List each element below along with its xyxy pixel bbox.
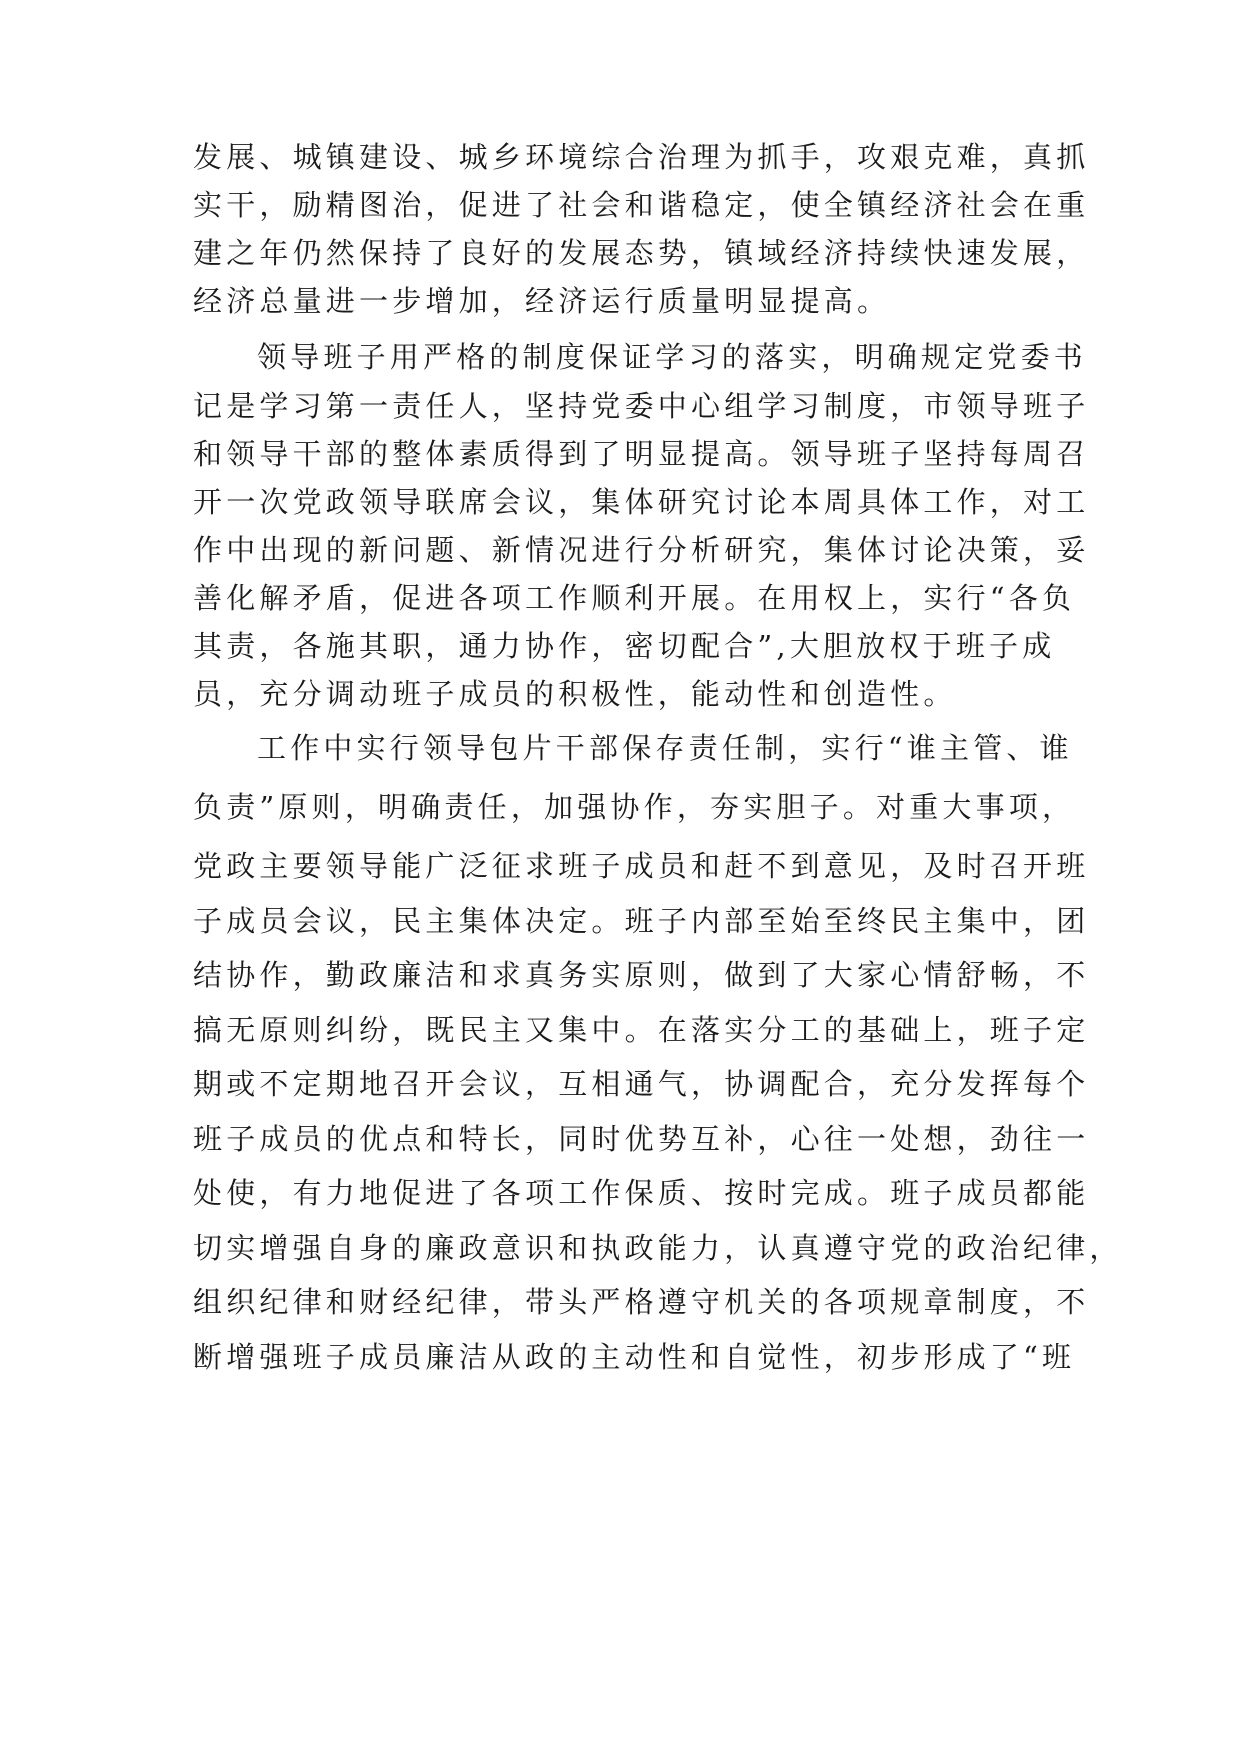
paragraph-1-line-4: 经济总量进一步增加，经济运行质量明显提高。 [193,284,891,318]
paragraph-3-line-12: 断增强班子成员廉洁从政的主动性和自觉性，初步形成了“班 [193,1340,1076,1374]
paragraph-3-line-2: 负责”原则，明确责任，加强协作，夯实胆子。对重大事项， [193,790,1076,824]
paragraph-3-line-11: 组织纪律和财经纪律，带头严格遵守机关的各项规章制度，不 [193,1285,1090,1319]
paragraph-3-line-7: 期或不定期地召开会议，互相通气，协调配合，充分发挥每个 [193,1067,1090,1101]
paragraph-2-line-2: 记是学习第一责任人，坚持党委中心组学习制度，市领导班子 [193,389,1090,423]
paragraph-3-line-6: 搞无原则纠纷，既民主又集中。在落实分工的基础上，班子定 [193,1013,1090,1047]
paragraph-3-line-8: 班子成员的优点和特长，同时优势互补，心往一处想，劲往一 [193,1122,1090,1156]
paragraph-1-line-1: 发展、城镇建设、城乡环境综合治理为抓手，攻艰克难，真抓 [193,140,1090,174]
paragraph-3-line-5: 结协作，勤政廉洁和求真务实原则，做到了大家心情舒畅，不 [193,958,1090,992]
paragraph-2-line-6: 善化解矛盾，促进各项工作顺利开展。在用权上，实行“各负 [193,581,1076,615]
paragraph-2-line-3: 和领导干部的整体素质得到了明显提高。领导班子坚持每周召 [193,437,1090,471]
paragraph-2-line-4: 开一次党政领导联席会议，集体研究讨论本周具体工作，对工 [193,485,1090,519]
paragraph-3-line-10: 切实增强自身的廉政意识和执政能力，认真遵守党的政治纪律， [193,1231,1123,1265]
paragraph-1-line-3: 建之年仍然保持了良好的发展态势，镇域经济持续快速发展， [193,236,1090,270]
paragraph-3-line-9: 处使，有力地促进了各项工作保质、按时完成。班子成员都能 [193,1176,1090,1210]
paragraph-2-line-8: 员，充分调动班子成员的积极性，能动性和创造性。 [193,677,957,711]
paragraph-2-line-1: 领导班子用严格的制度保证学习的落实，明确规定党委书 [257,340,1088,374]
paragraph-1-line-2: 实干，励精图治，促进了社会和谐稳定，使全镇经济社会在重 [193,188,1090,222]
paragraph-2-line-5: 作中出现的新问题、新情况进行分析研究，集体讨论决策，妥 [193,533,1090,567]
paragraph-3-line-4: 子成员会议，民主集体决定。班子内部至始至终民主集中，团 [193,904,1090,938]
paragraph-3-line-1: 工作中实行领导包片干部保存责任制，实行“谁主管、谁 [257,731,1073,765]
paragraph-3-line-3: 党政主要领导能广泛征求班子成员和赶不到意见，及时召开班 [193,849,1090,883]
paragraph-2-line-7: 其责，各施其职，通力协作，密切配合”,大胆放权于班子成 [193,629,1056,663]
